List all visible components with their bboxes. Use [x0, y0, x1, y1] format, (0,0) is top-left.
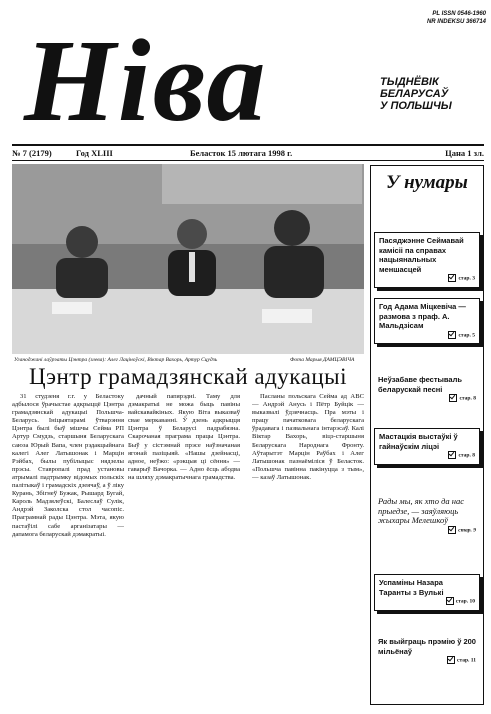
tagline — [380, 76, 484, 112]
sidebar-item-text: Як выйграць прэмію ў 200 мільёнаў — [378, 637, 476, 656]
tagline-line: БЕЛАРУСАЎ — [380, 88, 449, 100]
sidebar-item-text: Пасяджэнне Сеймавай камісіі па справах нацыянальных меншасцей — [379, 236, 464, 274]
page-ref — [379, 331, 475, 341]
issn-block — [410, 10, 486, 26]
article-text: Пасланы польскага Сейма ад АВС — Андрэй Анусь і Пётр Буйцік — выказвалі ўдзячнасць. Пра мэты і працу пачатковага беларускага ўрадавага і пазвальнага інтарэсаў. Калі Віктар Вахорь, віцэ-старшыня Беларускага Народнага Фронту. Аўтарытэт Марцін Раўбах і Алег Латышонак пазнаёміліся ў Беласток. «Польшча павінна пакінуцца з тым», — казаў Латышонак. — [252, 393, 364, 481]
page-number: стар. 8 — [459, 395, 476, 402]
article-text: 31 студзеня г.г. у Беластоку адбылося ўрачыстае адкрыццё Цэнтра грамадзянскай адукацыі Польшча-Беларусь. Ініцыятарамі ўтварэння Цэнтра былі быў мішчы Сейма РП Артур Смудзь, старшыня Беларускага саюза Юрый Вапа, член рэдакцыйнага калегі Алег Латышонак і Марцін Рэйбах, былы пубілыцыс нядзелы прэсы. Ставропалі прад установы атрымалі падтрымку відомых польскіх палітыкаў і грамадскіх дзеячаў, а ў ліку Курань, Збігнеў Бужак, Рышард Бугай, Кароль Мадзялеўскі, Балеслаў Сулік, Андрэй Заколска стол часопіс. Праграмнай рады Цэнтра. Мэта, якую пастаўілі сабе арганізатары — дапамога беларускай дэмакратыі. — [12, 393, 124, 538]
page-number: стар. 9 — [458, 526, 476, 533]
sidebar-item-text: Мастацкія выстаўкі ў гайнаўскім ліцэі — [379, 432, 458, 451]
page-ref — [379, 597, 475, 607]
tagline-line: ТЫДНЁВІК — [380, 76, 439, 88]
issue-line — [12, 148, 484, 160]
main-headline: Цэнтр грамадзянскай адукацыі — [29, 364, 347, 389]
sidebar-item[interactable] — [374, 428, 480, 465]
page-number: стар. 5 — [458, 331, 475, 338]
page-number: стар. 3 — [458, 275, 475, 282]
page-ref — [378, 526, 476, 536]
article-text: дачный папярэдні. Таму для дэмакратыі не можа быць павіны вайскавайкіных. Якую Віта выказваў свае меркаванні. Ў дзень адкрыцця Цэнтра ў Беларусі падрабязна. Скарочаная праграма працы Цэнтра. Быў у сістэмнай прэсе наўзначаная ягонай пазіцыяй. «Нашы дзейнасці, адное, неўжо: «рэкцыя ці сёння» — гаварыў Вачорка. — Адно ёсць абодва на шляху дэмакратычнага грамадства. — [128, 393, 240, 481]
sidebar-item[interactable] — [374, 574, 480, 611]
page-ref — [379, 451, 475, 461]
sidebar-item-text: Неўзабаве фестываль беларускай песні — [378, 375, 462, 394]
page-number: стар. 10 — [455, 598, 475, 605]
article-column-3 — [252, 393, 364, 705]
logo-title: Ніва — [24, 16, 268, 134]
sidebar-item[interactable] — [374, 232, 480, 288]
newspaper-logo — [20, 16, 316, 134]
sidebar-item-text: Рады мы, як хто да нас прыедзе, — заяўляюць жыхары Мелешкоў — [378, 496, 464, 525]
photo-caption: Уганоджані лаўрэаты Цэнтра (злева): Алег Лаціноўскі, Віктар Вахорь, Артур Сцудзь — [14, 357, 218, 363]
issue-price: Цана 1 зл. — [445, 148, 484, 158]
sidebar-item-text: Успаміны Назара Таранты з Вулькі — [379, 578, 444, 597]
issn-line: PL ISSN 0546-1960 — [432, 11, 486, 17]
page-ref — [379, 274, 475, 284]
article-column-1 — [12, 393, 124, 705]
sidebar-item[interactable] — [374, 634, 480, 669]
page-ref — [378, 656, 476, 666]
check-icon — [446, 597, 454, 605]
masthead-rule-top — [12, 144, 484, 146]
page-ref — [378, 394, 476, 404]
masthead-rule-bottom — [12, 160, 484, 161]
issue-date: Беласток 15 лютага 1998 г. — [190, 148, 293, 158]
check-icon — [448, 331, 456, 339]
check-icon — [448, 451, 456, 459]
sidebar-item[interactable] — [374, 372, 480, 407]
check-icon — [448, 274, 456, 282]
page-number: стар. 8 — [458, 452, 475, 459]
sidebar-title: У нумары — [386, 172, 468, 193]
sidebar-item[interactable] — [374, 298, 480, 344]
sidebar-item-text: Год Адама Міцкевіча — размова з праф. А. Мальдзісам — [379, 302, 466, 330]
page-number: стар. 11 — [457, 657, 476, 664]
issue-number: № 7 (2179) — [12, 148, 52, 158]
article-column-2 — [128, 393, 240, 705]
sidebar-item[interactable] — [374, 494, 480, 538]
photo-credit: Фота Марыя ДАМЦЭВІЧА — [290, 357, 355, 363]
tagline-line: У ПОЛЬШЧЫ — [380, 100, 452, 112]
issue-year: Год XLIII — [76, 148, 113, 158]
front-page-photo — [12, 164, 364, 354]
index-line: NR INDEKSU 366714 — [426, 19, 486, 25]
check-icon — [448, 526, 456, 534]
check-icon — [447, 656, 455, 664]
check-icon — [449, 394, 457, 402]
